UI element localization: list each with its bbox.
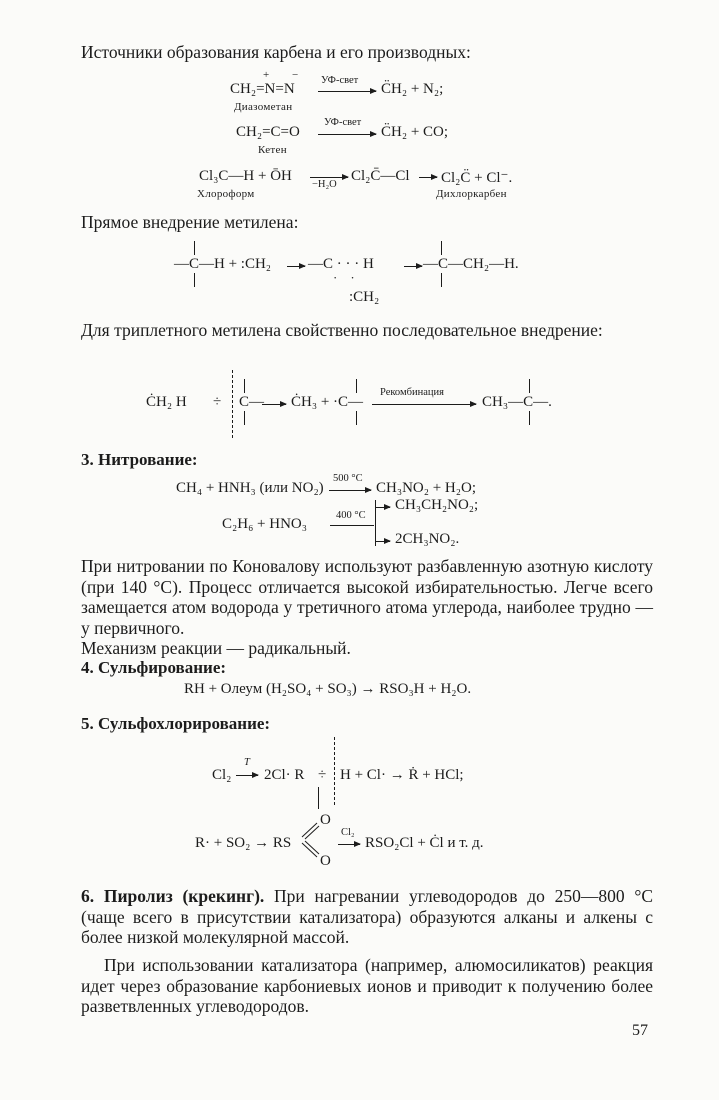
minus-water-condition: −H₂O [312, 179, 337, 190]
reaction-arrow [236, 775, 258, 776]
reaction-arrow [372, 404, 476, 405]
sulfochloride-product: RSO₂Cl + Ċl и т. д. [365, 835, 484, 851]
nitroethane-product: CH₃CH₂NO₂; [395, 497, 479, 513]
reaction-arrow [318, 134, 376, 135]
reaction-arrow [262, 404, 286, 405]
dichlorocarbene-label: Дихлоркарбен [436, 188, 507, 200]
radical-pair: ĊH₃ + ·C— [291, 394, 364, 410]
chlorine-radicals: 2Cl· R [264, 767, 305, 783]
bond-line [529, 379, 530, 393]
chloroform-formula: Cl₃C—H + ŌH [199, 168, 292, 184]
insertion-product: —C—CH₂—H. [423, 256, 519, 272]
charge-minus: − [292, 69, 299, 81]
trichloromethyl-anion: Cl₂C̄—Cl [351, 168, 410, 184]
transition-state: —C · · · H [308, 256, 374, 272]
section-heading: Источники образования карбена и его производных: [81, 42, 471, 62]
radical-sulfur-dioxide: R· + SO₂ → RS [195, 835, 292, 851]
sulfochlorination-title: 5. Сульфохлорирование: [81, 714, 271, 733]
nitration-paragraph: При нитровании по Коновалову используют разбавленную азотную кислоту (при 140 °С). Процесс отличается высокой избирательностью. Легче всего замещается атом водорода у третичного атома углерода, наиболее трудно — у первичного. [81, 556, 653, 638]
dots: · · [333, 270, 355, 285]
reaction-arrow [287, 266, 305, 267]
temperature-symbol: T [244, 757, 250, 768]
bond-line [244, 379, 245, 393]
reaction-arrow [376, 541, 390, 542]
reaction-arrow [318, 91, 376, 92]
diazomethane-formula: CH₂=N=N [230, 81, 295, 97]
temperature-condition: 500 °C [333, 473, 363, 484]
reaction-arrow [310, 177, 348, 178]
oxygen-atom: O [320, 812, 331, 828]
bond-line [441, 273, 442, 287]
methylene-label: :CH₂ [349, 289, 380, 305]
nitration-reactants: CH₄ + HNH₃ (или NO₂) [176, 480, 324, 496]
ketene-products: C̈H₂ + CO; [381, 124, 449, 140]
nitromethane-product: 2CH₃NO₂. [395, 531, 460, 547]
charge-plus: + [263, 69, 270, 81]
pyrolysis-title: 6. Пиролиз (крекинг). [81, 886, 265, 906]
sulfonation-title: 4. Сульфирование: [81, 658, 227, 677]
triplet-paragraph: Для триплетного метилена свойственно последовательное внедрение: [81, 320, 603, 340]
nitration-products: CH₃NO₂ + H₂O; [376, 480, 476, 496]
nitration-title: 3. Нитрование: [81, 450, 198, 469]
dashed-line [334, 737, 335, 805]
reaction-arrow [338, 844, 360, 845]
dashed-line [232, 370, 233, 438]
bond-line [318, 787, 319, 809]
chloroform-label: Хлороформ [197, 188, 255, 200]
insertion-reactants: —C—H + :CH₂ [174, 256, 272, 272]
recombination-product: CH₃—C—. [482, 394, 552, 410]
bond-line [356, 411, 357, 425]
dichlorocarbene-products: Cl₂C̈ + Cl⁻. [441, 170, 513, 186]
diazomethane-label: Диазометан [234, 101, 293, 113]
bond-line [356, 379, 357, 393]
reaction-arrow [376, 507, 390, 508]
triplet-reactant: ĊH₂ H [146, 394, 187, 410]
ethane-nitration-reactants: C₂H₆ + HNO₃ [222, 516, 307, 532]
ketene-formula: CH₂=C=O [236, 124, 300, 140]
bond-line [194, 273, 195, 287]
page-number: 57 [632, 1022, 648, 1039]
chlorine-molecule: Cl₂ [212, 767, 232, 783]
insertion-title: Прямое внедрение метилена: [81, 212, 299, 232]
condition-line [330, 525, 374, 526]
radical-reaction: H + Cl· → Ṙ + HCl; [340, 767, 464, 783]
pyrolysis-paragraph [81, 886, 653, 948]
mechanism-text: Механизм реакции — радикальный. [81, 638, 351, 658]
uv-condition: УФ-свет [324, 117, 362, 128]
reaction-arrow [419, 177, 437, 178]
ketene-label: Кетен [258, 144, 287, 156]
bond-line [529, 411, 530, 425]
recombination-label: Рекомбинация [380, 387, 444, 398]
division-mark: ÷ [318, 767, 327, 783]
pyrolysis-text: При нагревании углеводородов до 250—800 °С (чаще всего в присутствии катализатора) образуются алканы и алкены с более низкой молекулярной массой. [81, 886, 653, 947]
carbon-center: C— [239, 394, 265, 410]
temperature-condition: 400 °C [336, 510, 366, 521]
reaction-arrow [329, 490, 371, 491]
bond-line [244, 411, 245, 425]
reaction-arrow [404, 266, 422, 267]
uv-condition: УФ-свет [321, 75, 359, 86]
sulfonation-reaction: RH + Олеум (H₂SO₄ + SO₃) → RSO₃H + H₂O. [184, 681, 472, 697]
chlorine-condition: Cl₂ [341, 827, 355, 838]
bond-line [441, 241, 442, 255]
diazomethane-products: C̈H₂ + N₂; [381, 81, 444, 97]
oxygen-atom: O [320, 853, 331, 869]
division-mark: ÷ [213, 394, 222, 410]
bond-line [194, 241, 195, 255]
catalyst-paragraph: При использовании катализатора (например, алюмосиликатов) реакция идет через образование карбониевых ионов и приводит к получению более разветвленных углеводородов. [81, 955, 653, 1016]
